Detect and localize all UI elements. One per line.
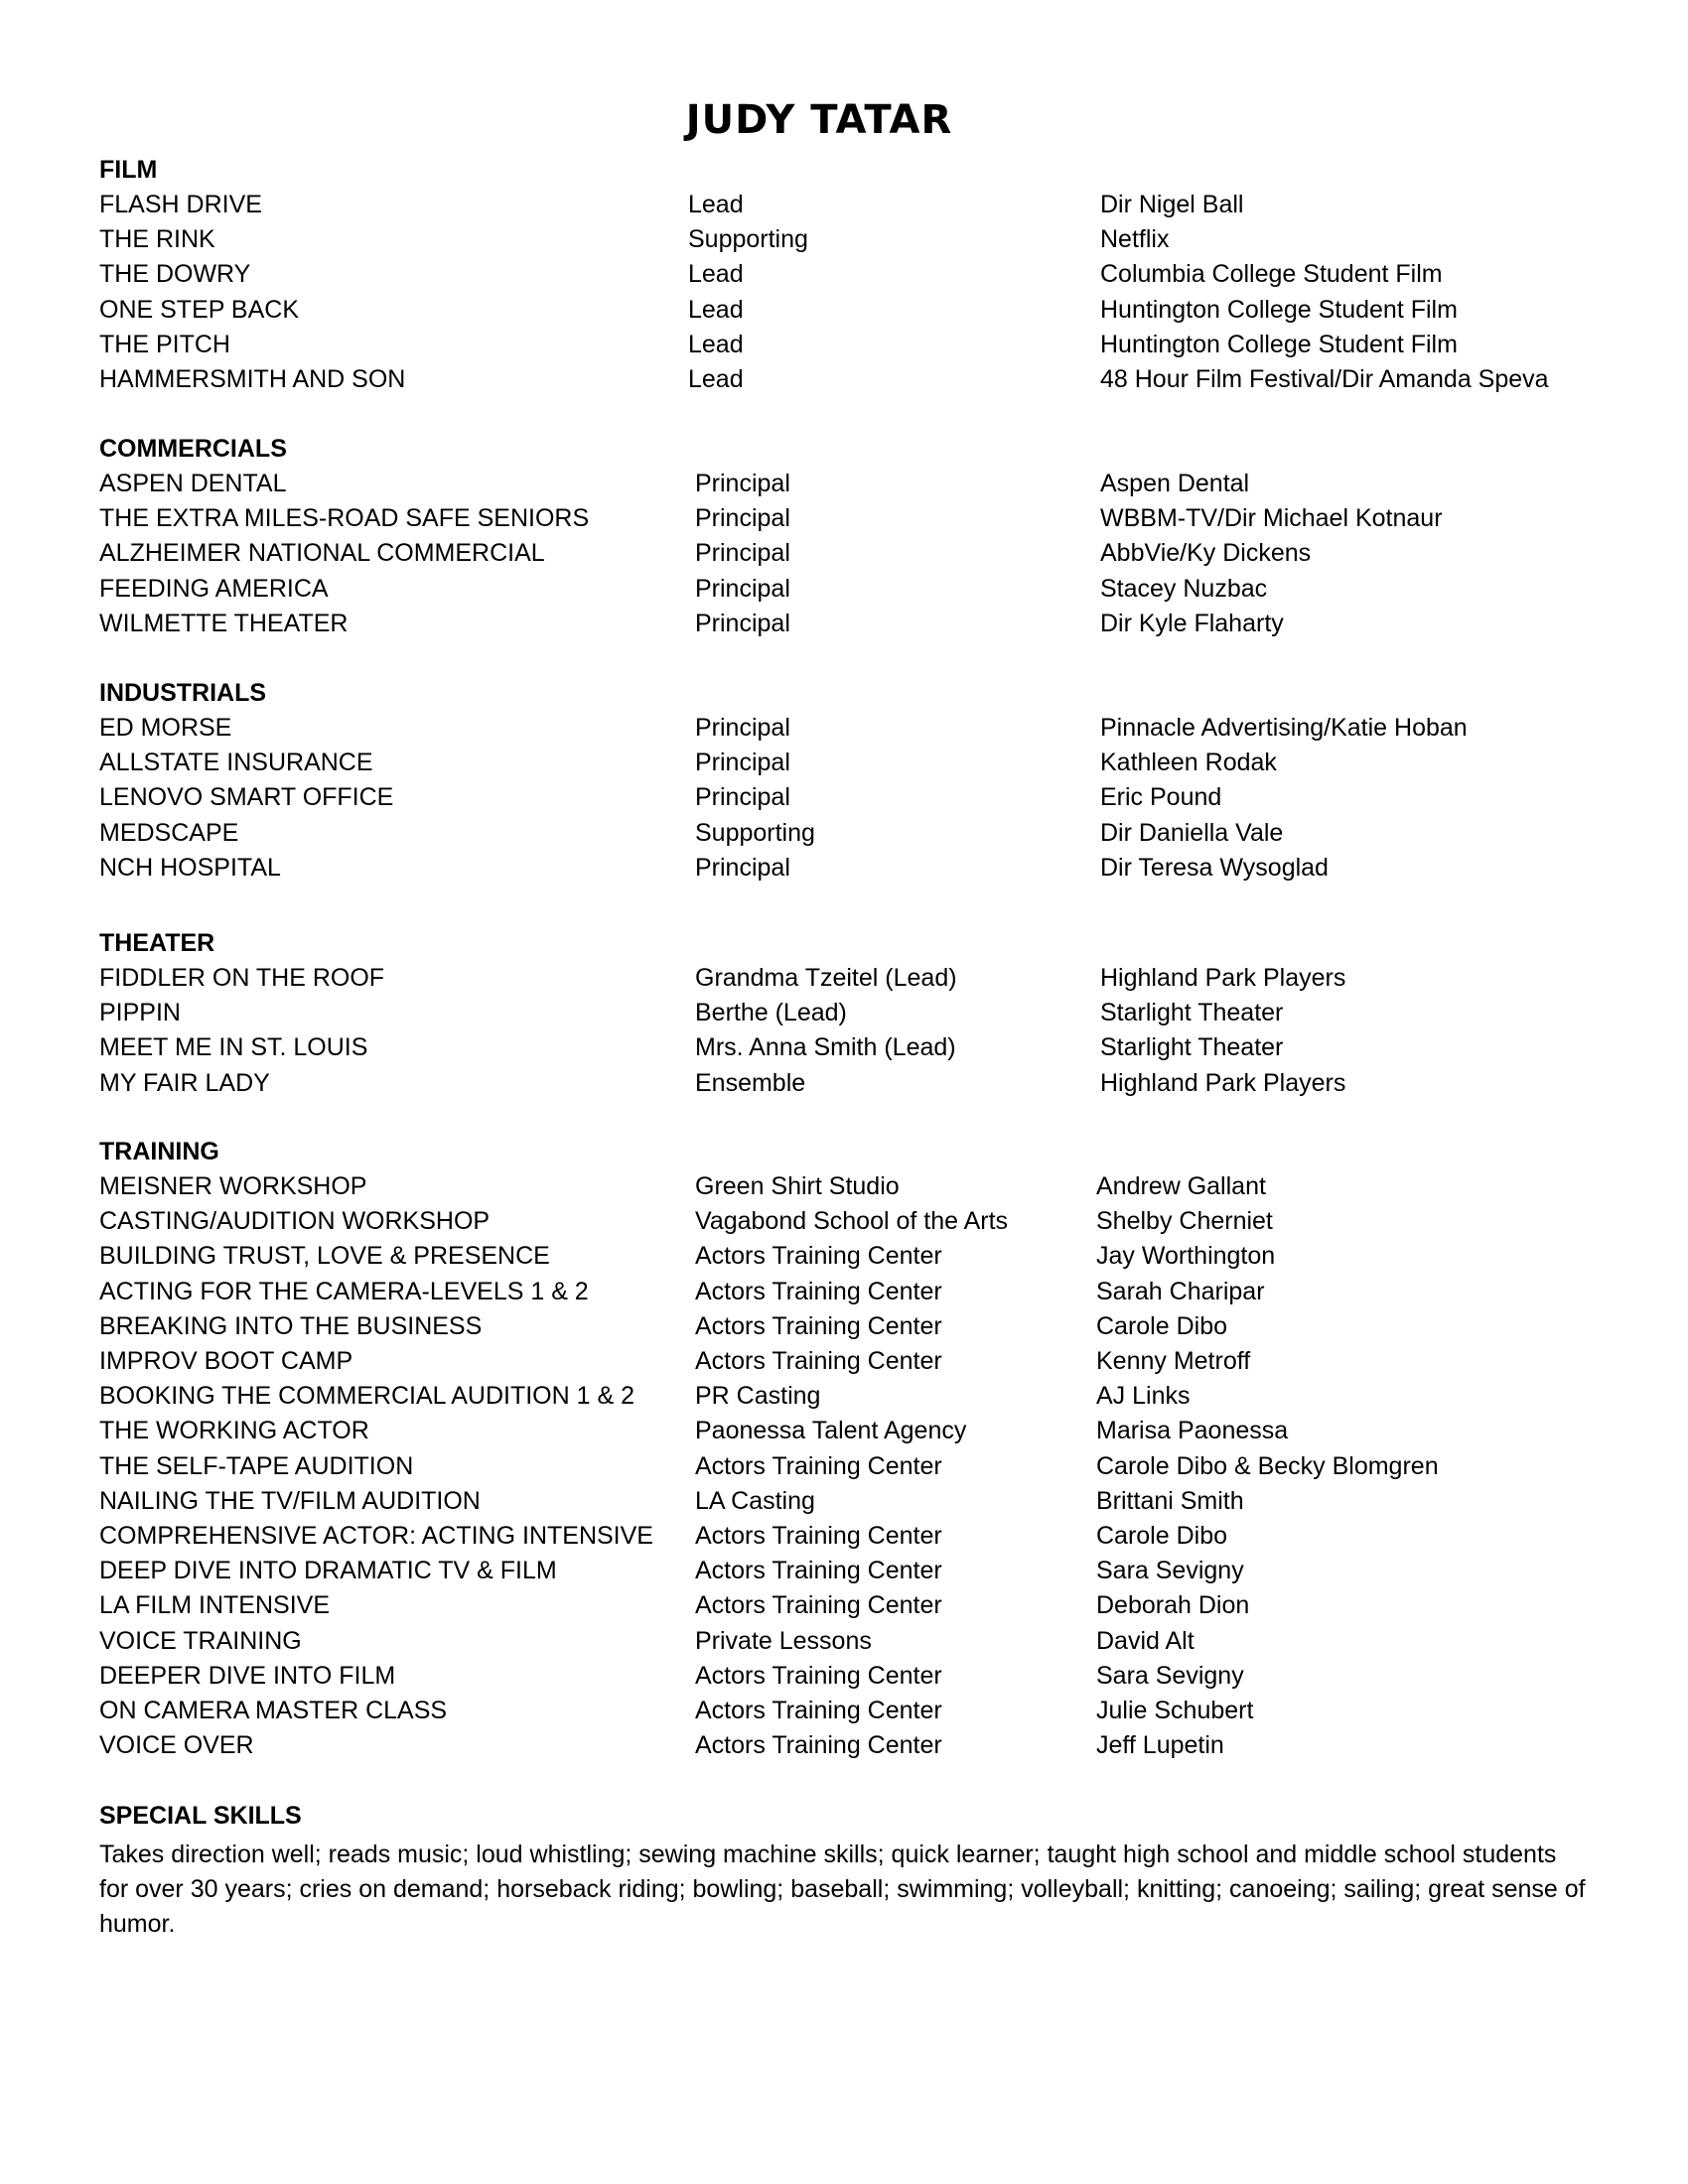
entry-role: Actors Training Center <box>695 1557 942 1584</box>
training-entry-row <box>0 1662 1688 1697</box>
entry-title: ON CAMERA MASTER CLASS <box>99 1697 448 1724</box>
entry-credit: Shelby Cherniet <box>1096 1207 1273 1235</box>
entry-credit: Columbia College Student Film <box>1100 260 1443 288</box>
entry-role: Lead <box>688 365 744 393</box>
entry-title: BOOKING THE COMMERCIAL AUDITION 1 & 2 <box>99 1382 634 1410</box>
entry-credit: 48 Hour Film Festival/Dir Amanda Speva <box>1100 365 1549 393</box>
entry-title: BUILDING TRUST, LOVE & PRESENCE <box>99 1242 550 1270</box>
entry-title: NAILING THE TV/FILM AUDITION <box>99 1487 481 1515</box>
training-entry-row <box>0 1207 1688 1242</box>
entry-title: ASPEN DENTAL <box>99 470 287 497</box>
entry-credit: Andrew Gallant <box>1096 1172 1266 1200</box>
entry-role: Actors Training Center <box>695 1278 942 1305</box>
training-entry-row <box>0 1278 1688 1312</box>
entry-credit: AbbVie/Ky Dickens <box>1100 539 1312 567</box>
entry-credit: Sara Sevigny <box>1096 1557 1244 1584</box>
entry-credit: Starlight Theater <box>1100 999 1284 1026</box>
training-entry-row <box>0 1417 1688 1451</box>
entry-credit: Dir Teresa Wysoglad <box>1100 854 1329 882</box>
entry-title: MEISNER WORKSHOP <box>99 1172 367 1200</box>
film-entry-row <box>0 365 1688 400</box>
entry-role: Actors Training Center <box>695 1731 942 1759</box>
section-heading-industrials: INDUSTRIALS <box>99 679 267 707</box>
entry-role: Lead <box>688 191 744 218</box>
entry-title: FLASH DRIVE <box>99 191 262 218</box>
entry-role: Green Shirt Studio <box>695 1172 900 1200</box>
entry-role: Actors Training Center <box>695 1697 942 1724</box>
entry-role: Lead <box>688 331 744 358</box>
entry-credit: David Alt <box>1096 1627 1195 1655</box>
entry-title: ED MORSE <box>99 714 232 742</box>
training-entry-row <box>0 1697 1688 1731</box>
training-entry-row <box>0 1242 1688 1277</box>
training-entry-row <box>0 1627 1688 1662</box>
commercials-entry-row <box>0 610 1688 644</box>
entry-role: Vagabond School of the Arts <box>695 1207 1009 1235</box>
entry-credit: Jay Worthington <box>1096 1242 1276 1270</box>
entry-credit: Starlight Theater <box>1100 1033 1284 1061</box>
entry-title: PIPPIN <box>99 999 181 1026</box>
film-entry-row <box>0 296 1688 331</box>
entry-role: Principal <box>695 470 790 497</box>
entry-credit: Highland Park Players <box>1100 964 1346 992</box>
entry-credit: Carole Dibo & Becky Blomgren <box>1096 1452 1439 1480</box>
theater-entry-row <box>0 1069 1688 1104</box>
entry-credit: Pinnacle Advertising/Katie Hoban <box>1100 714 1468 742</box>
entry-role: Actors Training Center <box>695 1452 942 1480</box>
entry-role: Principal <box>695 749 790 776</box>
entry-title: DEEPER DIVE INTO FILM <box>99 1662 396 1690</box>
industrials-entry-row <box>0 749 1688 783</box>
film-entry-row <box>0 260 1688 295</box>
section-heading-training: TRAINING <box>99 1138 219 1165</box>
entry-role: Mrs. Anna Smith (Lead) <box>695 1033 956 1061</box>
entry-role: Private Lessons <box>695 1627 872 1655</box>
entry-title: THE EXTRA MILES-ROAD SAFE SENIORS <box>99 504 590 532</box>
entry-title: THE WORKING ACTOR <box>99 1417 369 1444</box>
entry-credit: Marisa Paonessa <box>1096 1417 1289 1444</box>
special-skills-text: Takes direction well; reads music; loud whistling; sewing machine skills; quick learner; taught high school and middle school students for over 30 years; cries on demand; horseback riding; bowling; baseball; swimming; volleyball; knitting; canoeing; sailing; great sense of humor. <box>99 1841 1586 1938</box>
entry-title: WILMETTE THEATER <box>99 610 349 637</box>
film-entry-row <box>0 331 1688 365</box>
entry-credit: Sarah Charipar <box>1096 1278 1265 1305</box>
entry-credit: AJ Links <box>1096 1382 1191 1410</box>
theater-entry-row <box>0 1033 1688 1068</box>
entry-role: Principal <box>695 610 790 637</box>
theater-entry-row <box>0 964 1688 999</box>
entry-role: Principal <box>695 714 790 742</box>
film-entry-row <box>0 225 1688 260</box>
entry-title: MY FAIR LADY <box>99 1069 270 1097</box>
entry-credit: Carole Dibo <box>1096 1312 1228 1340</box>
entry-title: ALLSTATE INSURANCE <box>99 749 373 776</box>
entry-role: Lead <box>688 296 744 324</box>
industrials-entry-row <box>0 783 1688 818</box>
entry-credit: Huntington College Student Film <box>1100 331 1458 358</box>
industrials-entry-row <box>0 854 1688 888</box>
entry-title: BREAKING INTO THE BUSINESS <box>99 1312 483 1340</box>
entry-role: Grandma Tzeitel (Lead) <box>695 964 957 992</box>
entry-title: COMPREHENSIVE ACTOR: ACTING INTENSIVE <box>99 1522 653 1550</box>
commercials-entry-row <box>0 504 1688 539</box>
entry-credit: WBBM-TV/Dir Michael Kotnaur <box>1100 504 1443 532</box>
entry-title: VOICE OVER <box>99 1731 254 1759</box>
commercials-entry-row <box>0 470 1688 504</box>
training-entry-row <box>0 1522 1688 1557</box>
industrials-entry-row <box>0 819 1688 854</box>
commercials-entry-row <box>0 575 1688 610</box>
entry-role: Supporting <box>695 819 815 847</box>
entry-title: NCH HOSPITAL <box>99 854 281 882</box>
commercials-entry-row <box>0 539 1688 574</box>
section-heading-special-skills: SPECIAL SKILLS <box>99 1802 302 1830</box>
entry-title: LENOVO SMART OFFICE <box>99 783 394 811</box>
entry-role: Principal <box>695 854 790 882</box>
entry-credit: Dir Daniella Vale <box>1100 819 1284 847</box>
entry-role: Actors Training Center <box>695 1242 942 1270</box>
entry-title: FIDDLER ON THE ROOF <box>99 964 385 992</box>
section-heading-commercials: COMMERCIALS <box>99 435 287 463</box>
entry-title: ALZHEIMER NATIONAL COMMERCIAL <box>99 539 545 567</box>
entry-role: Actors Training Center <box>695 1591 942 1619</box>
training-entry-row <box>0 1312 1688 1347</box>
entry-credit: Jeff Lupetin <box>1096 1731 1224 1759</box>
entry-credit: Aspen Dental <box>1100 470 1250 497</box>
entry-credit: Deborah Dion <box>1096 1591 1250 1619</box>
entry-title: LA FILM INTENSIVE <box>99 1591 331 1619</box>
training-entry-row <box>0 1731 1688 1766</box>
entry-title: MEET ME IN ST. LOUIS <box>99 1033 368 1061</box>
entry-role: Principal <box>695 539 790 567</box>
entry-title: MEDSCAPE <box>99 819 239 847</box>
entry-role: Actors Training Center <box>695 1662 942 1690</box>
entry-title: THE DOWRY <box>99 260 251 288</box>
training-entry-row <box>0 1591 1688 1626</box>
entry-credit: Carole Dibo <box>1096 1522 1228 1550</box>
entry-title: DEEP DIVE INTO DRAMATIC TV & FILM <box>99 1557 557 1584</box>
entry-title: VOICE TRAINING <box>99 1627 302 1655</box>
training-entry-row <box>0 1452 1688 1487</box>
entry-credit: Kenny Metroff <box>1096 1347 1251 1375</box>
entry-role: Berthe (Lead) <box>695 999 847 1026</box>
entry-title: ACTING FOR THE CAMERA-LEVELS 1 & 2 <box>99 1278 589 1305</box>
entry-title: HAMMERSMITH AND SON <box>99 365 406 393</box>
entry-credit: Brittani Smith <box>1096 1487 1244 1515</box>
entry-credit: Kathleen Rodak <box>1100 749 1277 776</box>
entry-credit: Sara Sevigny <box>1096 1662 1244 1690</box>
training-entry-row <box>0 1382 1688 1417</box>
entry-role: Principal <box>695 575 790 603</box>
entry-title: THE SELF-TAPE AUDITION <box>99 1452 414 1480</box>
entry-role: Ensemble <box>695 1069 806 1097</box>
theater-entry-row <box>0 999 1688 1033</box>
entry-role: Principal <box>695 504 790 532</box>
section-heading-theater: THEATER <box>99 929 215 957</box>
entry-title: THE RINK <box>99 225 215 253</box>
training-entry-row <box>0 1347 1688 1382</box>
entry-role: Actors Training Center <box>695 1522 942 1550</box>
resume-name-title: JUDY TATAR <box>685 97 953 143</box>
entry-title: FEEDING AMERICA <box>99 575 329 603</box>
film-entry-row <box>0 191 1688 225</box>
entry-credit: Dir Kyle Flaharty <box>1100 610 1284 637</box>
entry-title: THE PITCH <box>99 331 230 358</box>
entry-role: Paonessa Talent Agency <box>695 1417 967 1444</box>
training-entry-row <box>0 1172 1688 1207</box>
entry-credit: Julie Schubert <box>1096 1697 1254 1724</box>
entry-credit: Highland Park Players <box>1100 1069 1346 1097</box>
entry-role: Supporting <box>688 225 808 253</box>
entry-role: LA Casting <box>695 1487 815 1515</box>
section-heading-film: FILM <box>99 156 158 184</box>
entry-credit: Stacey Nuzbac <box>1100 575 1268 603</box>
entry-role: Actors Training Center <box>695 1312 942 1340</box>
entry-role: PR Casting <box>695 1382 821 1410</box>
training-entry-row <box>0 1487 1688 1522</box>
entry-title: ONE STEP BACK <box>99 296 299 324</box>
entry-role: Lead <box>688 260 744 288</box>
industrials-entry-row <box>0 714 1688 749</box>
entry-credit: Eric Pound <box>1100 783 1222 811</box>
training-entry-row <box>0 1557 1688 1591</box>
entry-title: CASTING/AUDITION WORKSHOP <box>99 1207 491 1235</box>
entry-role: Principal <box>695 783 790 811</box>
entry-title: IMPROV BOOT CAMP <box>99 1347 353 1375</box>
entry-credit: Netflix <box>1100 225 1170 253</box>
entry-credit: Huntington College Student Film <box>1100 296 1458 324</box>
entry-role: Actors Training Center <box>695 1347 942 1375</box>
entry-credit: Dir Nigel Ball <box>1100 191 1244 218</box>
